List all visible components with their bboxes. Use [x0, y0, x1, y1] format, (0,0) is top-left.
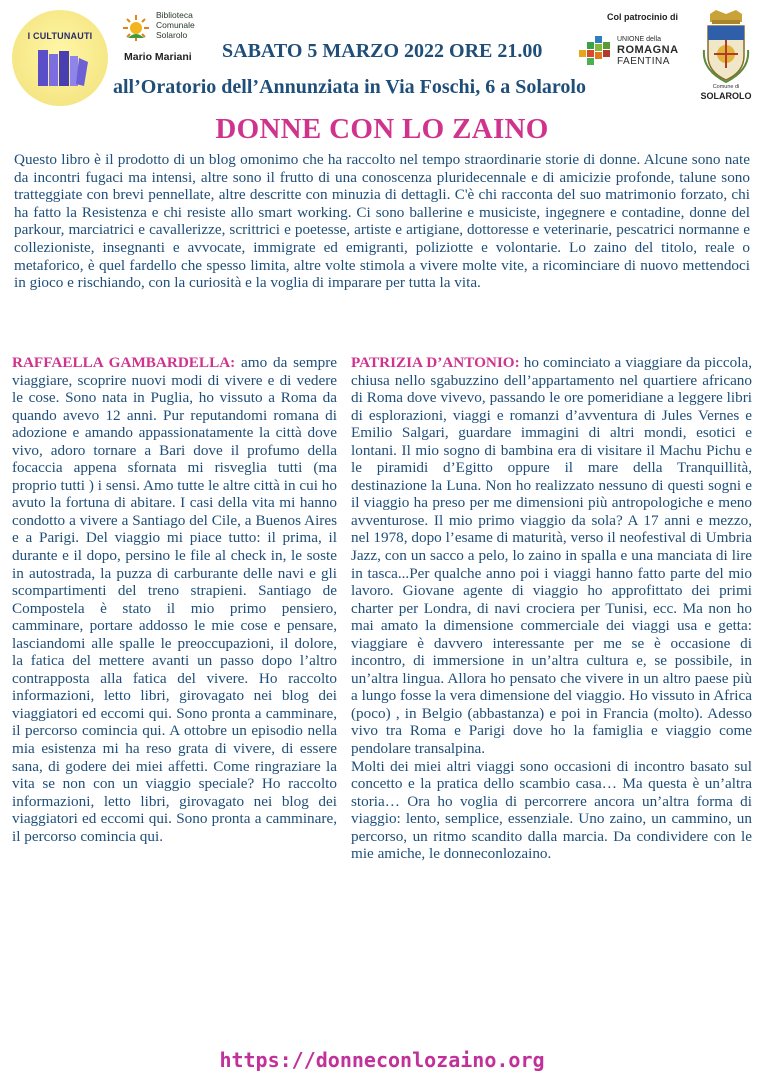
left-column-paragraph [12, 354, 337, 845]
biblioteca-text [156, 10, 195, 40]
biblioteca-line-2: Comunale [156, 20, 195, 30]
biblioteca-line-3: Solarolo [156, 30, 188, 40]
right-column-paragraph-2: Molti dei miei altri viaggi sono occasioni di incontro basato sul concetto e la pratica dello scambio casa… Ma questa è un’altra storia… Ora ho voglia di percorrere ancora un’altra forma di viaggio: lento, semplice, essenziale. Uno zaino, un cammino, un percorso, un ritmo scandito dalla marcia. Da condividere con le mie amiche, le donneconlozaino. [351, 757, 752, 863]
patrocinio-label: Col patrocinio di [607, 12, 678, 22]
page-header [0, 0, 764, 110]
author-name-right: PATRIZIA D’ANTONIO: [351, 354, 520, 371]
biblioteca-name: Mario Mariani [124, 51, 192, 63]
comune-name: SOLAROLO [700, 91, 752, 101]
biblioteca-line-1: Biblioteca [156, 10, 193, 20]
biblioteca-logo [118, 10, 228, 70]
right-column-text: ho cominciato a viaggiare da piccola, chiusa nello sgabuzzino dell’appartamento nel quartiere africano di Roma dove vivevo, passando le ore pomeridiane a leggere libri di esplorazioni, viaggi e romanzi d’avventura di Jules Vernes e Emilio Salgari, guardare immagini di altri mondi, esotici e lontani. Il mio sogno di bambina era di visitare il Machu Pichu e le piramidi d’Egitto oppure il mare della Tranquillità, destinazione la Luna. Non ho realizzato nessuno di questi sogni e il viaggio ha preso per me dimensioni più antropologiche e meno avventurose. Il mio primo viaggio da sola? A 17 anni e mezzo, nel 1978, dopo l’esame di maturità, verso il neofestival di Umbria Jazz, con un sacco a pelo, lo zaino in spalla e una manciata di lire in tasca...Per qualche anno poi i viaggi hanno fatto parte del mio lavoro. Giovane agente di viaggio ho approfittato dei primi charter per Londra, di navi crociera per Tunisi, ecc. Ma non ho mai amato la dimensione commerciale dei viaggi usa e getta: viaggiare è davvero interessante per me se è occasione di incontro, di immersione in un’altra cultura e, se possibile, in un’altra lingua. Allora ho pensato che vivere in un altro paese più a lungo fosse la vera dimensione del viaggio. Ho vissuto in Africa (poco) , in Belgio (abbastanza) e poi in Francia (molto). Adesso vivo tra Roma e Parigi dove ho la famiglia e viaggio come pendolare transalpina. [351, 354, 753, 758]
author-name-left: RAFFAELLA GAMBARDELLA: [12, 354, 236, 371]
unione-line-3: FAENTINA [617, 56, 670, 67]
sun-icon [122, 14, 150, 42]
unione-line-1: UNIONE della [617, 36, 661, 43]
website-url[interactable]: https://donneconlozaino.org [219, 1048, 545, 1072]
event-date: SABATO 5 MARZO 2022 ORE 21.00 [222, 40, 543, 62]
coat-of-arms-icon [702, 10, 750, 84]
unione-romagna-faentina-logo [577, 30, 693, 70]
unione-text [617, 34, 679, 67]
cultunauti-label: I CULTUNAUTI [27, 31, 93, 41]
left-column-text: amo da sempre viaggiare, scoprire nuovi modi di vivere e di vedere le cose. Sono nata in Puglia, ho vissuto a Roma da quando avevo 12 anni. Pur reputandomi romana di adozione e amando appassionatamente la città dove vivo, adoro tornare a Bari dove il profumo della focaccia appena sfornata mi risveglia tutti (ma proprio tutti ) i sensi. Amo tutte le altre città in cui ho avuto la fortuna di abitare. I casi della vita mi hanno condotto a vivere a Santiago del Cile, a Buenos Aires e a Parigi. Del viaggio mi piace tutto: il prima, il durante e il dopo, persino le file al check in, le soste in autostrada, la puzza di carburante delle navi e gli scompartimenti del treno strapieni. Santiago de Compostela è stato il mio primo pensiero, camminare, portare addosso le mie cose e pensare, lasciandomi alle spalle le preoccupazioni, il dolore, la fatica del mettere avanti un passo dopo l’altro contrapposta alla fatica del vivere. Ho raccolto informazioni, letto libri, girovagato nei blog dei viaggiatori ed eccomi qui. Sono pronta a camminare, il percorso comincia qui. A ottobre un episodio nella mia esistenza mi ha reso grata di vivere, di essere sana, di godere dei miei affetti. Come ringraziare la vita se non con un viaggio speciale? Ho raccolto informazioni, letto libri, girovagato nei blog dei viaggiatori ed eccomi qui. Sono pronta a camminare, il percorso comincia qui. [12, 354, 337, 845]
page-title: DONNE CON LO ZAINO [215, 113, 549, 145]
cultunauti-logo [12, 10, 108, 106]
comune-solarolo-logo [696, 10, 756, 102]
right-column-paragraph-1 [351, 354, 752, 758]
unione-line-2: ROMAGNA [617, 44, 679, 56]
intro-paragraph: Questo libro è il prodotto di un blog omonimo che ha raccolto nel tempo straordinarie storie di donne. Alcune sono nate da incontri fugaci ma intensi, altre sono il frutto di una conoscenza pluridecennale e di amicizie profonde, talune sono tratteggiate con brevi pennellate, altre descritte con minuzia di dettagli. C'è chi racconta del suo matrimonio forzato, chi ha fatto la Resistenza e chi resiste allo smart working. Ci sono ballerine e musiciste, ingegnere e contadine, donne del parkour, marciatrici e cavallerizze, scrittrici e poetesse, artiste e artigiane, dottoresse e veterinarie, pescatrici normanne e collezioniste, insegnanti e avvocate, immigrate ed emigranti, poliziotte e volontarie. Lo zaino del titolo, reale o metaforico, è quel fardello che spesso limita, altre volte stimola a vivere molte vite, a ricominciare di nuovo mettendoci in gioco e rischiando, con la curiosità e la voglia di imparare per tutta la vita. [14, 151, 750, 292]
books-icon [36, 48, 90, 88]
comune-label: Comune di [712, 84, 740, 90]
left-column [12, 354, 337, 845]
event-venue: all’Oratorio dell’Annunziata in Via Foschi, 6 a Solarolo [113, 76, 586, 98]
mosaic-icon [577, 32, 615, 68]
right-column [351, 354, 752, 863]
